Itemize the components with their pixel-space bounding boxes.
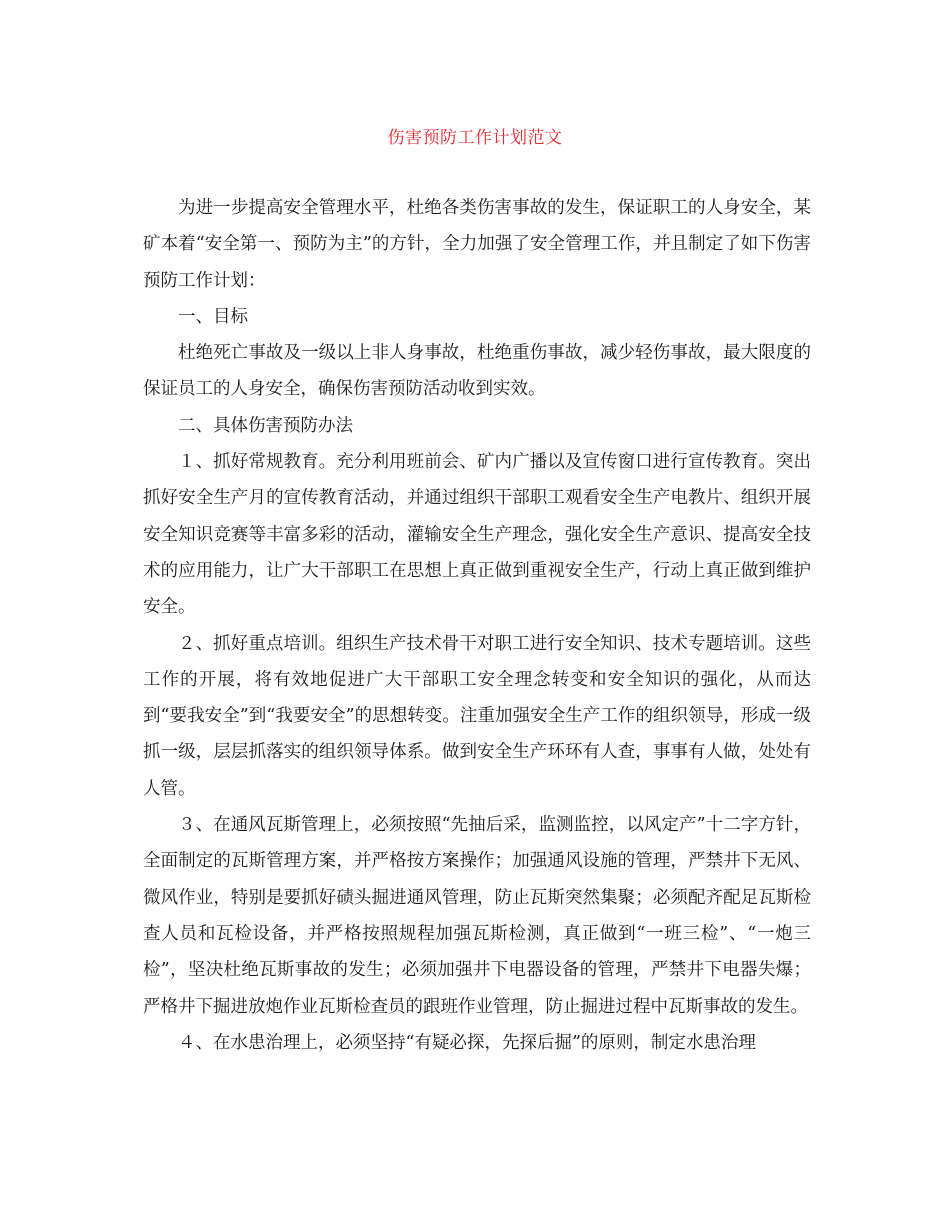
section-heading-goal: 一、目标 [178,306,248,327]
section-heading-methods: 二、具体伤害预防办法 [178,415,353,436]
document-body [143,190,811,1061]
method-paragraph-4: ４、在水患治理上，必须坚持“有疑必探，先探后掘”的原则，制定水患治理 [178,1032,756,1053]
method-paragraph-1: １、抓好常规教育。充分利用班前会、矿内广播以及宣传窗口进行宣传教育。突出抓好安全生产月的宣传教育活动，并通过组织干部职工观看安全生产电教片、组织开展安全知识竞赛等丰富多彩的活动，灌输安全生产理念，强化安全生产意识、提高安全技术的应用能力，让广大干部职工在思想上真正做到重视安全生产，行动上真正做到维护安全。 [143,452,811,618]
method-paragraph-3: ３、在通风瓦斯管理上，必须按照“先抽后采，监测监控，以风定产”十二字方针，全面制定的瓦斯管理方案，并严格按方案操作；加强通风设施的管理，严禁井下无风、微风作业，特别是要抓好碛头掘进通风管理，防止瓦斯突然集聚；必须配齐配足瓦斯检查人员和瓦检设备，并严格按照规程加强瓦斯检测，真正做到“一班三检”、“一炮三检”，坚决杜绝瓦斯事故的发生；必须加强井下电器设备的管理，严禁井下电器失爆；严格井下掘进放炮作业瓦斯检查员的跟班作业管理，防止掘进过程中瓦斯事故的发生。 [143,815,811,1017]
intro-paragraph: 为进一步提高安全管理水平，杜绝各类伤害事故的发生，保证职工的人身安全，某矿本着“安全第一、预防为主”的方针，全力加强了安全管理工作，并且制定了如下伤害预防工作计划： [143,198,811,291]
goal-paragraph: 杜绝死亡事故及一级以上非人身事故，杜绝重伤事故，减少轻伤事故，最大限度的保证员工的人身安全，确保伤害预防活动收到实效。 [143,343,811,400]
method-paragraph-2: ２、抓好重点培训。组织生产技术骨干对职工进行安全知识、技术专题培训。这些工作的开展，将有效地促进广大干部职工安全理念转变和安全知识的强化，从而达到“要我安全”到“我要安全”的思想转变。注重加强安全生产工作的组织领导，形成一级抓一级，层层抓落实的组织领导体系。做到安全生产环环有人查，事事有人做，处处有人管。 [143,633,811,799]
document-title: 伤害预防工作计划范文 [387,128,563,148]
